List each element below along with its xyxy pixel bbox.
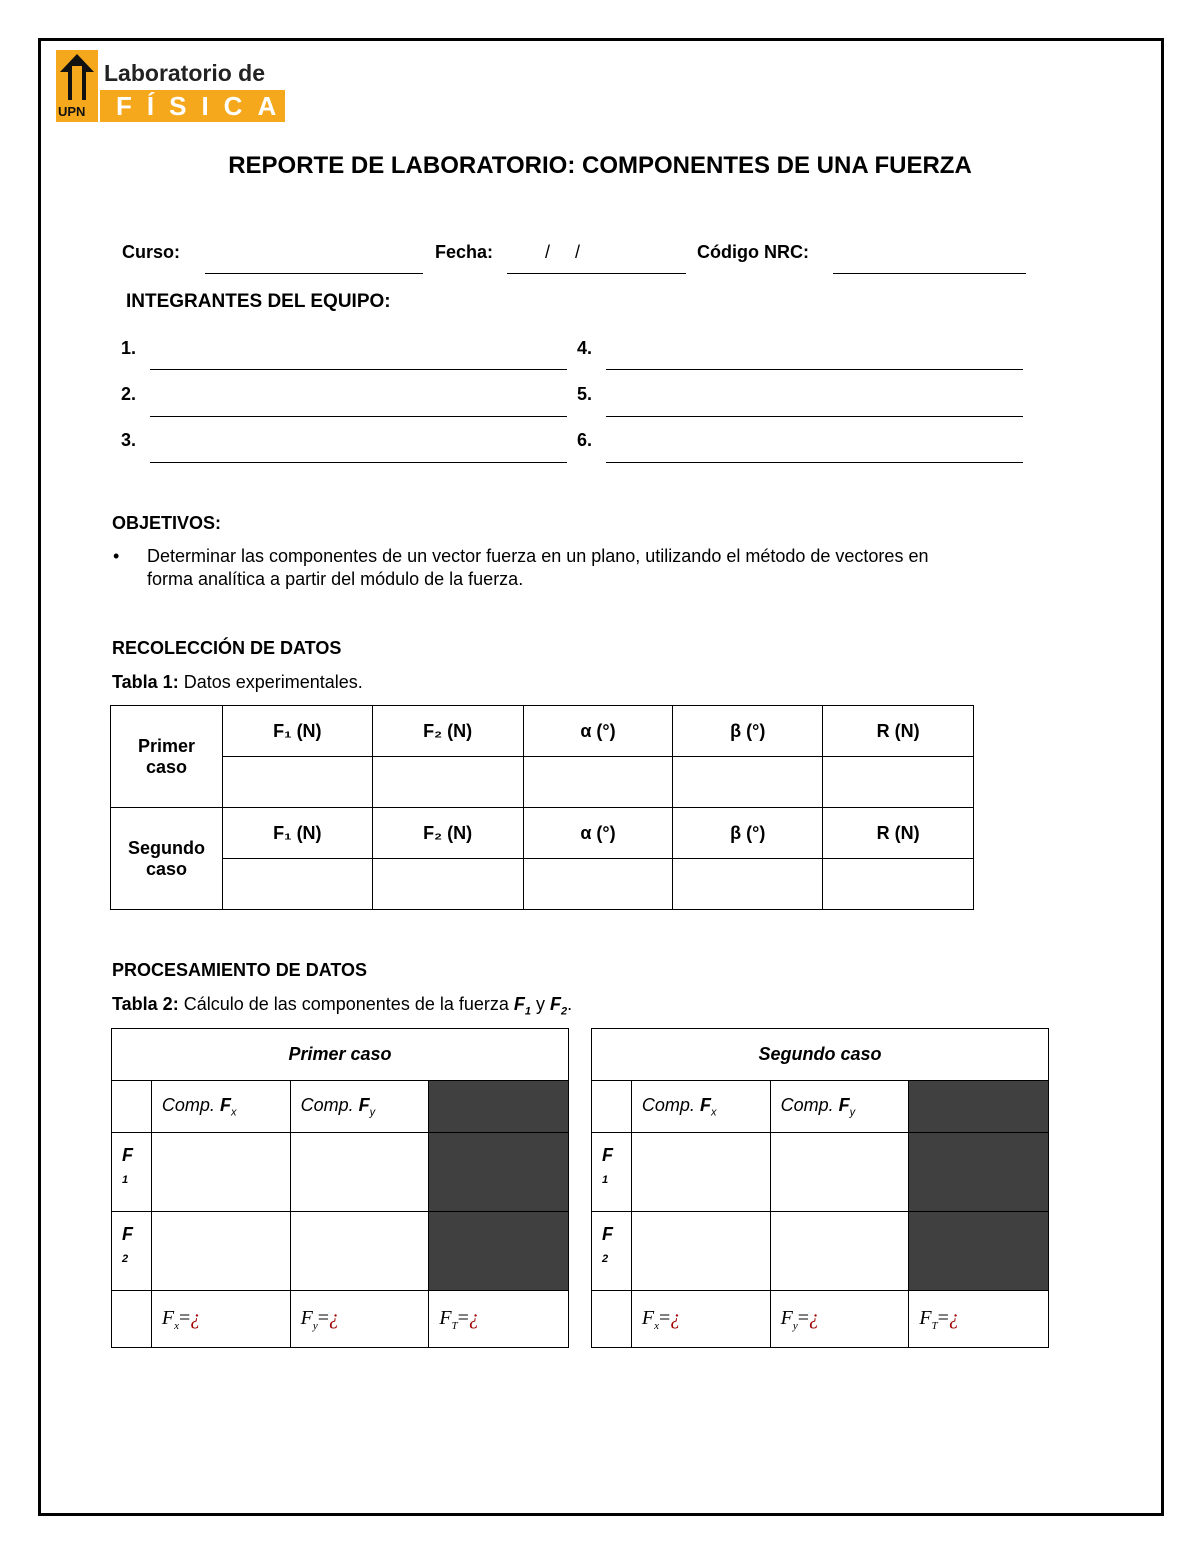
bullet-icon: • (113, 546, 120, 566)
text-fragment: F (838, 1094, 850, 1115)
text-fragment: Comp. (780, 1094, 839, 1115)
table-row (592, 1029, 1049, 1081)
text-fragment: F (602, 1145, 613, 1165)
text-fragment: Primer caso (288, 1044, 392, 1064)
text-fragment: = (317, 1306, 330, 1329)
comp-fx-header (631, 1081, 770, 1133)
caption-sub1: 1 (524, 1005, 532, 1018)
table2-caption-text: Cálculo de las componentes de la fuerza (178, 994, 514, 1014)
text-fragment: Comp. (161, 1094, 220, 1115)
text-fragment: F (602, 1224, 613, 1244)
table2-caption (112, 994, 572, 1018)
comp-fy-header (290, 1081, 429, 1133)
result-ft[interactable] (429, 1291, 569, 1348)
table1-label: Tabla 1: (112, 672, 179, 692)
column-header: F₂ (N) (372, 808, 523, 859)
text-fragment: ¿ (190, 1306, 201, 1329)
column-header: R (N) (823, 808, 974, 859)
column-header: β (°) (673, 808, 823, 859)
column-header: R (N) (823, 706, 974, 757)
data-cell[interactable] (673, 757, 823, 808)
table1-caption-text: Datos experimentales. (178, 672, 363, 692)
team-heading: INTEGRANTES DEL EQUIPO: (126, 291, 391, 312)
text-fragment: = (659, 1306, 671, 1329)
column-header: α (°) (523, 808, 673, 859)
caption-f2: F (550, 994, 562, 1014)
row-f1-label (592, 1133, 632, 1212)
data-cell[interactable] (222, 859, 372, 910)
member-number: 4. (577, 338, 593, 358)
caption-sub2: 2 (561, 1005, 568, 1018)
data-cell[interactable] (523, 757, 673, 808)
table-row (592, 1133, 1049, 1212)
objective-text-line1: Determinar las componentes de un vector fuerza en un plano, utilizando el método de vectores en (147, 546, 929, 566)
logo-subtitle: FÍSICA (100, 90, 285, 122)
text-fragment: x (174, 1319, 180, 1332)
course-label: Curso: (122, 242, 180, 262)
column-header: α (°) (523, 706, 673, 757)
text-fragment: F (122, 1145, 133, 1165)
shaded-cell (909, 1081, 1049, 1133)
text-fragment: y (369, 1106, 376, 1119)
case-line: caso (145, 858, 187, 879)
text-fragment: x (710, 1106, 717, 1119)
table1-caption (112, 672, 363, 693)
table-row (111, 859, 974, 910)
text-fragment: = (937, 1306, 949, 1329)
text-fragment: x (654, 1319, 660, 1332)
data-cell[interactable] (372, 757, 523, 808)
shaded-cell (909, 1212, 1049, 1291)
caption-and: y (531, 994, 551, 1014)
text-fragment: 1 (122, 1174, 129, 1186)
text-fragment: 1 (602, 1174, 609, 1186)
data-cell[interactable] (631, 1133, 770, 1212)
text-fragment: F (919, 1306, 932, 1329)
table-row (112, 1291, 569, 1348)
shaded-cell (429, 1133, 569, 1212)
comp-fx-header (151, 1081, 290, 1133)
text-fragment: Comp. (300, 1094, 359, 1115)
data-cell[interactable] (151, 1133, 290, 1212)
text-fragment: F (300, 1306, 313, 1329)
member-4-field[interactable] (606, 369, 1023, 370)
data-cell[interactable] (823, 859, 974, 910)
data-cell[interactable] (673, 859, 823, 910)
text-fragment: ¿ (670, 1306, 681, 1329)
table-row (111, 706, 974, 757)
data-cell[interactable] (823, 757, 974, 808)
text-fragment: x (230, 1106, 237, 1119)
text-fragment: y (849, 1106, 856, 1119)
text-fragment: y (792, 1319, 798, 1332)
nrc-label: Código NRC: (697, 242, 809, 262)
processing-heading: PROCESAMIENTO DE DATOS (112, 960, 368, 980)
case-label (111, 808, 223, 910)
text-fragment: F (780, 1306, 793, 1329)
date-label: Fecha: (435, 242, 494, 262)
text-fragment: y (312, 1319, 318, 1332)
table-row (112, 1081, 569, 1133)
text-fragment: ¿ (468, 1306, 479, 1329)
date-field[interactable] (507, 273, 686, 274)
column-header: F₁ (N) (222, 706, 372, 757)
table-row (111, 757, 974, 808)
column-header: F₁ (N) (222, 808, 372, 859)
text-fragment: ¿ (329, 1306, 340, 1329)
case-line: Primer (137, 735, 195, 756)
row-f2-label (592, 1212, 632, 1291)
caption-end: . (567, 994, 573, 1014)
objectives-heading: OBJETIVOS: (112, 513, 222, 533)
data-cell[interactable] (290, 1212, 429, 1291)
text-fragment: ¿ (948, 1306, 959, 1329)
member-number: 3. (121, 430, 137, 450)
text-fragment: F (439, 1306, 452, 1329)
member-3-field[interactable] (150, 462, 567, 463)
text-fragment: ¿ (809, 1306, 820, 1329)
data-cell[interactable] (372, 859, 523, 910)
data-cell[interactable] (523, 859, 673, 910)
case-line: caso (145, 756, 187, 777)
calc-table-1 (111, 1028, 569, 1348)
data-cell[interactable] (222, 757, 372, 808)
text-fragment: F (161, 1306, 175, 1329)
member-number: 2. (121, 384, 137, 404)
text-fragment: F (219, 1094, 231, 1115)
table-row (592, 1212, 1049, 1291)
data-cell[interactable] (290, 1133, 429, 1212)
member-number: 6. (577, 430, 593, 450)
text-fragment: = (797, 1306, 810, 1329)
table-row (592, 1081, 1049, 1133)
result-fy[interactable] (290, 1291, 429, 1348)
logo-badge: UPN (58, 104, 86, 119)
text-fragment: T (451, 1319, 458, 1332)
table-row (112, 1212, 569, 1291)
nrc-field[interactable] (833, 273, 1026, 274)
data-cell[interactable] (770, 1212, 909, 1291)
date-slashes: / / (545, 242, 581, 262)
text-fragment: = (179, 1306, 191, 1329)
text-fragment: F (358, 1094, 370, 1115)
table-row (592, 1291, 1049, 1348)
table-row (111, 808, 974, 859)
column-header: β (°) (673, 706, 823, 757)
shaded-cell (429, 1081, 569, 1133)
member-5-field[interactable] (606, 416, 1023, 417)
member-2-field[interactable] (150, 416, 567, 417)
case-header (592, 1029, 1049, 1081)
corner-cell (592, 1081, 632, 1133)
column-header: F₂ (N) (372, 706, 523, 757)
text-fragment: 2 (122, 1253, 129, 1265)
text-fragment: Segundo caso (758, 1044, 882, 1064)
table-row (112, 1133, 569, 1212)
text-fragment: F (122, 1224, 133, 1244)
data-cell[interactable] (770, 1133, 909, 1212)
case-line: Segundo (127, 837, 205, 858)
blank-cell (592, 1291, 632, 1348)
result-ft[interactable] (909, 1291, 1049, 1348)
arrow-up-icon (58, 52, 96, 102)
member-1-field[interactable] (150, 369, 567, 370)
logo-title: Laboratorio de (104, 60, 266, 86)
row-f1-label (112, 1133, 152, 1212)
blank-cell (112, 1291, 152, 1348)
course-field[interactable] (205, 273, 423, 274)
table2-label: Tabla 2: (112, 994, 179, 1014)
shaded-cell (429, 1212, 569, 1291)
text-fragment: = (457, 1306, 469, 1329)
page-title: REPORTE DE LABORATORIO: COMPONENTES DE UNA FUERZA (228, 152, 972, 179)
text-fragment: 2 (602, 1253, 609, 1265)
table-row (112, 1029, 569, 1081)
data-cell[interactable] (151, 1212, 290, 1291)
objective-text-line2: forma analítica a partir del módulo de la fuerza. (147, 569, 524, 589)
shaded-cell (909, 1133, 1049, 1212)
corner-cell (112, 1081, 152, 1133)
member-number: 1. (121, 338, 137, 358)
member-6-field[interactable] (606, 462, 1023, 463)
member-number: 5. (577, 384, 593, 404)
text-fragment: T (931, 1319, 938, 1332)
result-fy[interactable] (770, 1291, 909, 1348)
data-table-1 (110, 705, 974, 910)
calc-table-2 (591, 1028, 1049, 1348)
text-fragment: F (641, 1306, 655, 1329)
data-cell[interactable] (631, 1212, 770, 1291)
row-f2-label (112, 1212, 152, 1291)
comp-fy-header (770, 1081, 909, 1133)
result-fx[interactable] (151, 1291, 290, 1348)
case-header (112, 1029, 569, 1081)
text-fragment: Comp. (641, 1094, 700, 1115)
caption-f1: F (513, 994, 525, 1014)
result-fx[interactable] (631, 1291, 770, 1348)
case-label (111, 706, 223, 808)
text-fragment: F (699, 1094, 711, 1115)
collection-heading: RECOLECCIÓN DE DATOS (112, 638, 342, 658)
